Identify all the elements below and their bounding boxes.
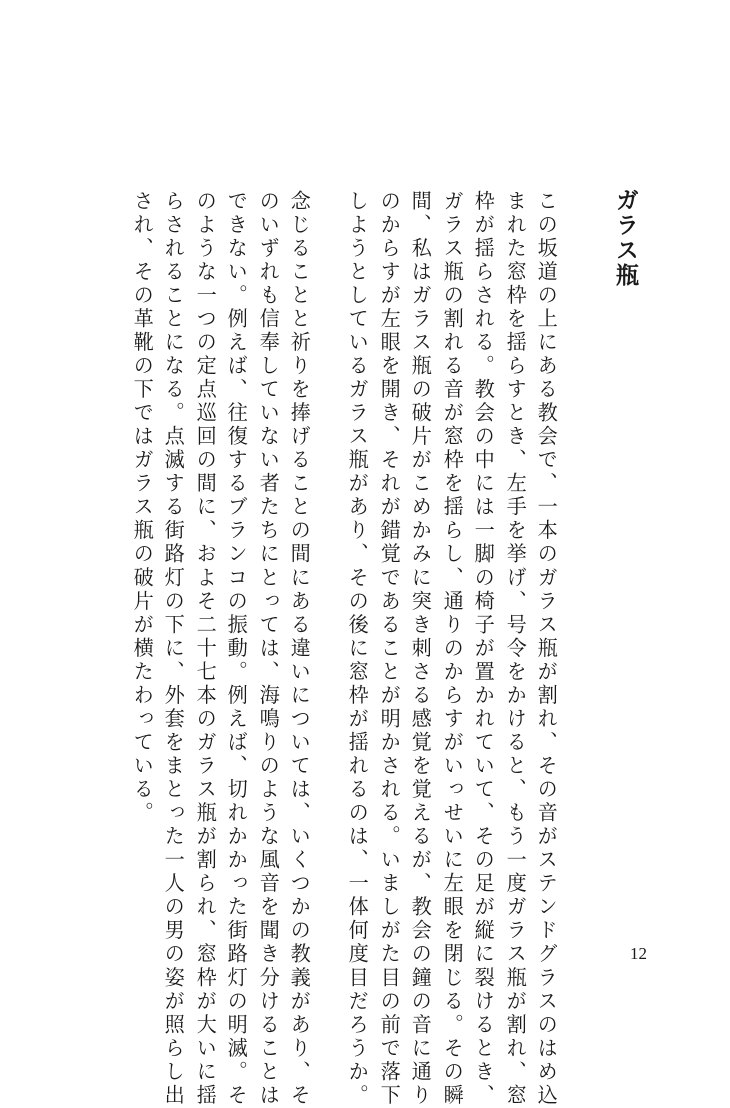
paragraph-2-line-4: のような一つの定点巡回の間に、およそ二十七本のガラス瓶が割られ、窓枠が大いに揺: [193, 190, 218, 1108]
page-number: 12: [630, 944, 647, 963]
paragraph-1-line-7: しようとしているガラス瓶があり、その後に窓枠が揺れるのは、一体何度目だろうか。: [345, 190, 370, 1108]
paragraph-2-line-3: できない。例えば、往復するブランコの振動。例えば、切れかかった街路灯の明滅。そ: [224, 190, 249, 1108]
paragraph-1-line-3: 枠が揺らされる。教会の中には一脚の椅子が置かれていて、その足が縦に裂けるとき、: [471, 190, 496, 1108]
paragraph-2-line-1: 念じることと祈りを捧げることの間にある違いについては、いくつかの教義があり、そ: [287, 190, 312, 1108]
paragraph-1-line-2: まれた窓枠を揺らすとき、左手を挙げ、号令をかけると、もう一度ガラス瓶が割れ、窓: [503, 190, 528, 1108]
paragraph-1-line-1: この坂道の上にある教会で、一本のガラス瓶が割れ、その音がステンドグラスのはめ込: [534, 190, 559, 1108]
paragraph-1-line-6: のからすが左眼を開き、それが錯覚であることが明かされる。いましがた目の前で落下: [377, 190, 402, 1108]
chapter-title: ガラス瓶: [612, 188, 639, 288]
paragraph-1-line-5: 間、私はガラス瓶の破片がこめかみに突き刺さる感覚を覚えるが、教会の鐘の音に通り: [408, 190, 433, 1108]
paragraph-2-line-6: され、その革靴の下ではガラス瓶の破片が横たわっている。: [130, 190, 155, 826]
paragraph-2-line-5: らされることになる。点滅する街路灯の下に、外套をまとった一人の男の姿が照らし出: [161, 190, 186, 1108]
paragraph-1-line-4: ガラス瓶の割れる音が窓枠を揺らし、通りのからすがいっせいに左眼を閉じる。その瞬: [440, 190, 465, 1108]
paragraph-2-line-2: のいずれも信奉していない者たちにとっては、海鳴りのような風音を聞き分けることは: [256, 190, 281, 1108]
